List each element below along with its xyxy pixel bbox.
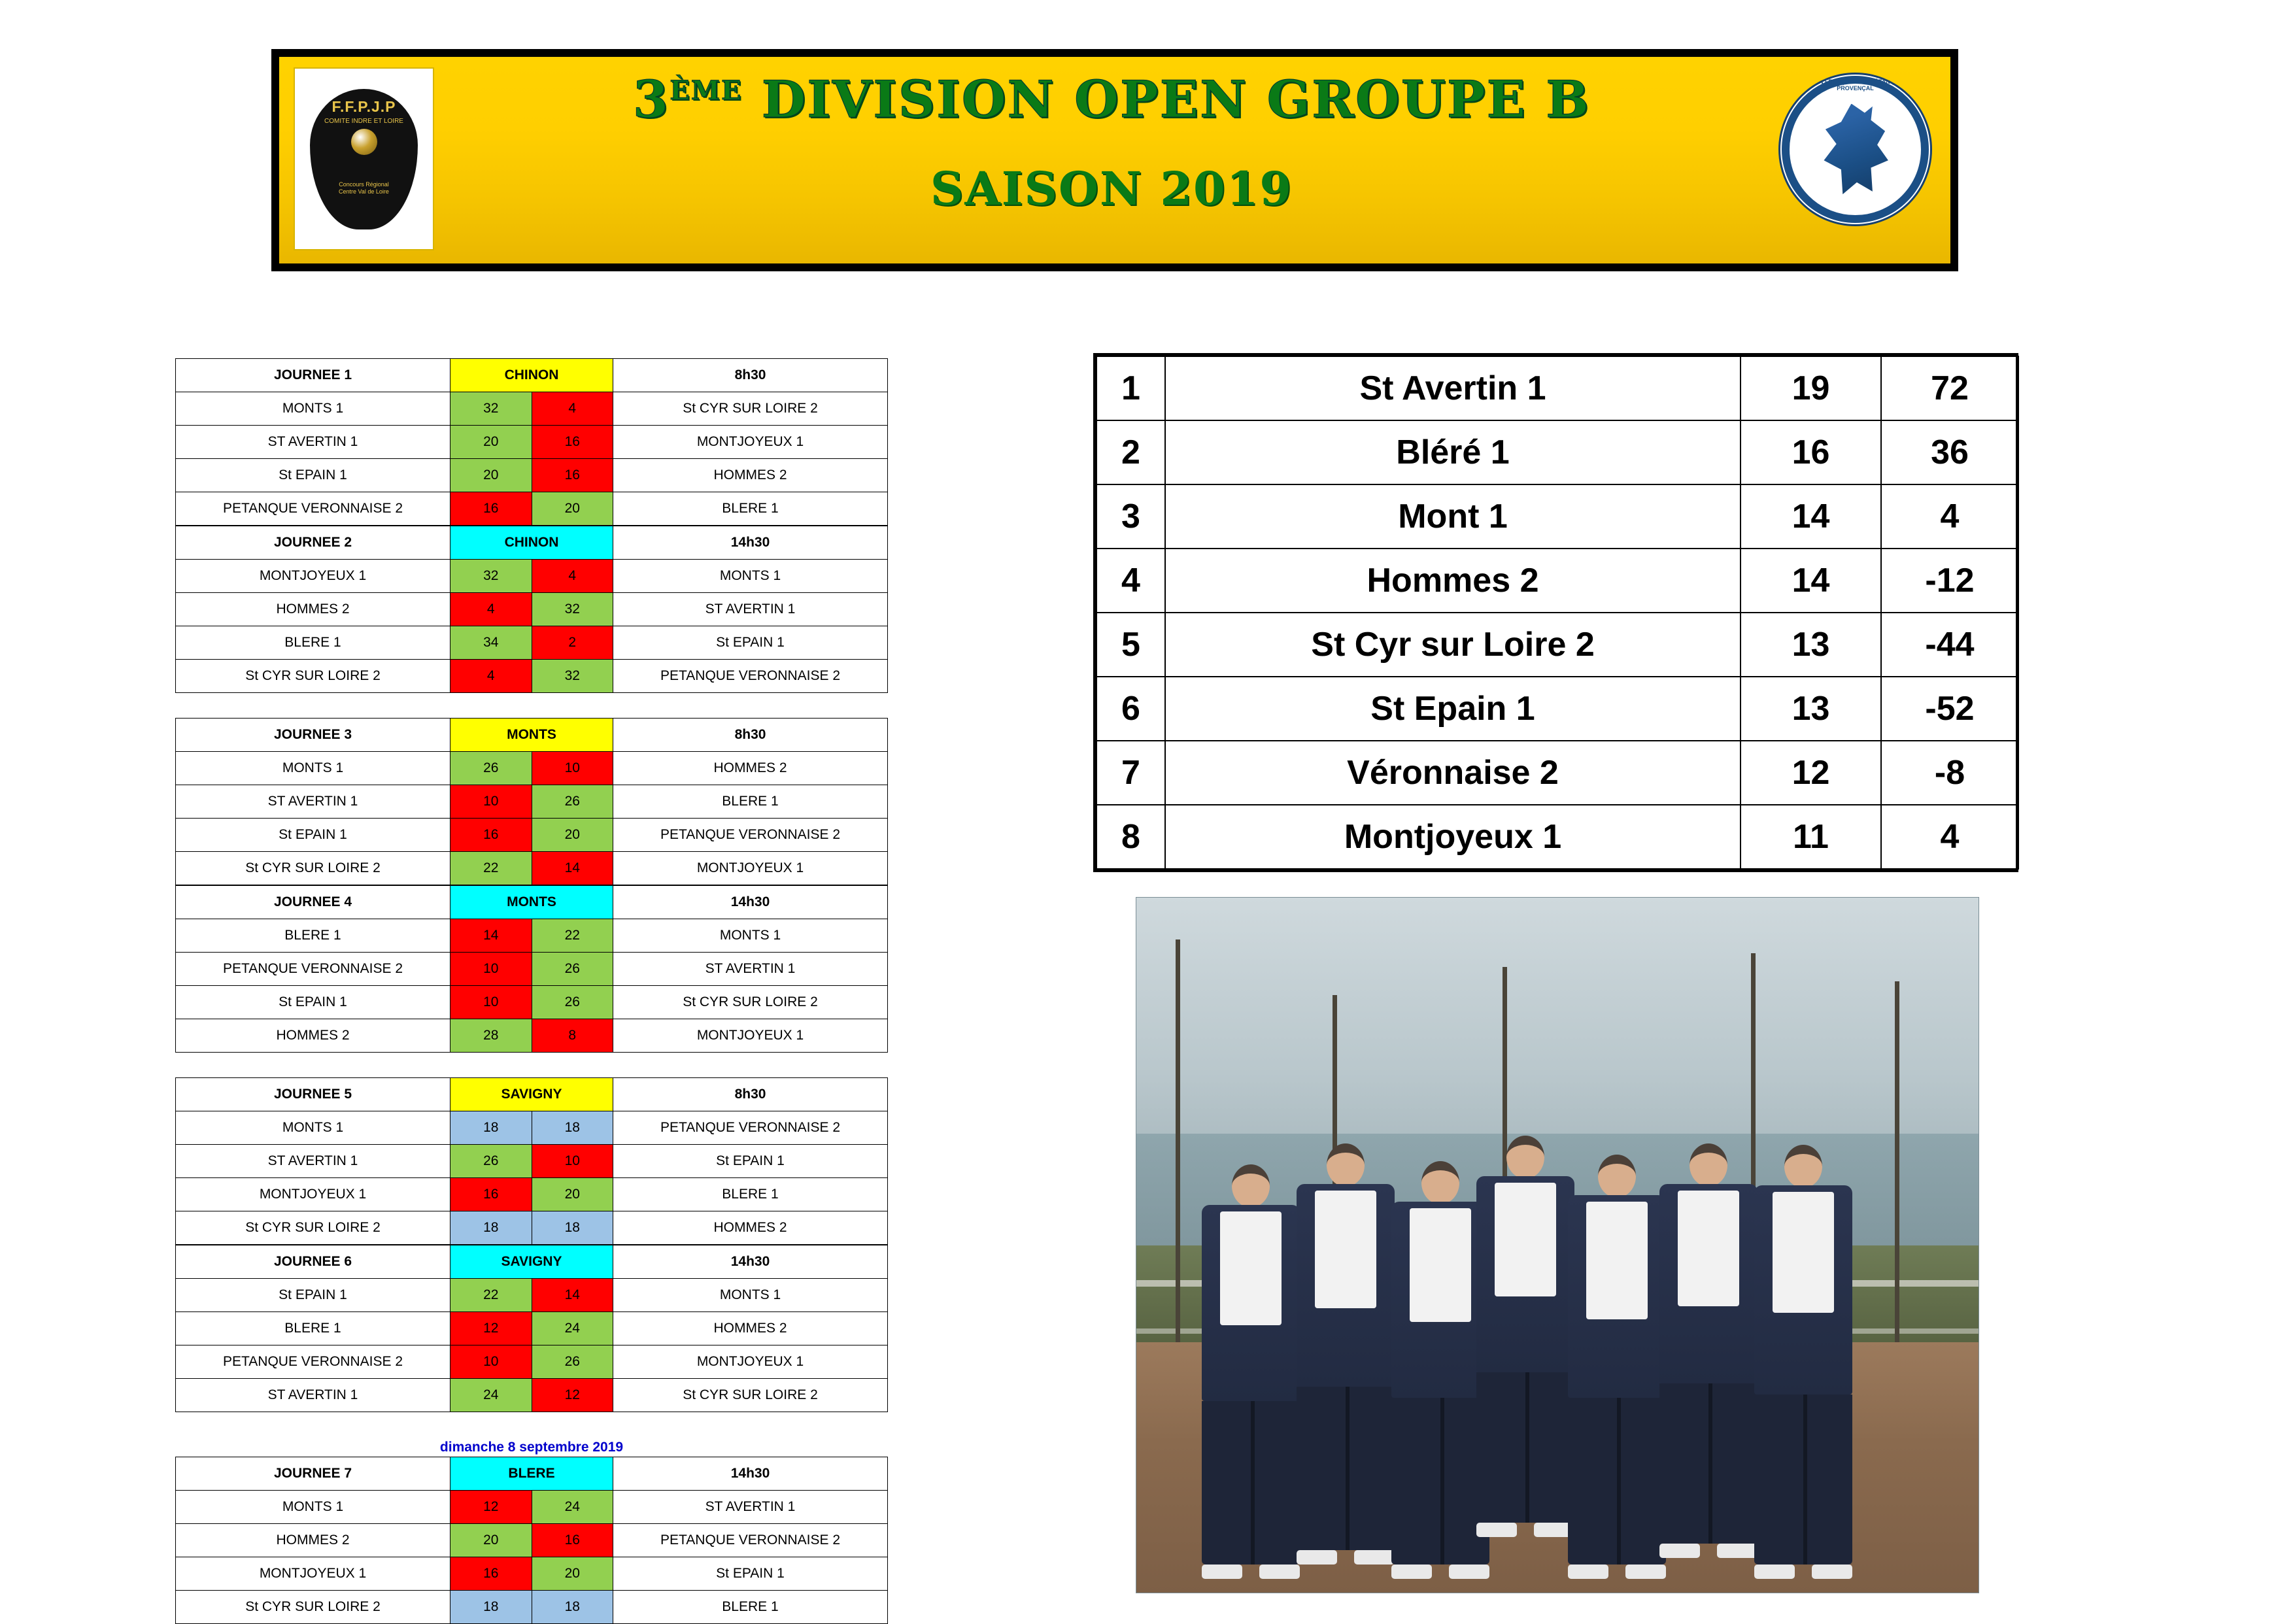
away-score: 32 [532, 593, 613, 626]
standings-goal-difference: 4 [1881, 805, 2018, 869]
standings-row [1096, 805, 2018, 869]
schedule-header-row [176, 1457, 888, 1491]
home-team: ST AVERTIN 1 [176, 426, 450, 459]
standings-team: St Cyr sur Loire 2 [1165, 613, 1741, 677]
away-team: MONTJOYEUX 1 [613, 1345, 888, 1379]
away-score: 14 [532, 1279, 613, 1312]
home-team: BLERE 1 [176, 919, 450, 953]
home-score: 32 [450, 560, 532, 593]
home-team: HOMMES 2 [176, 1019, 450, 1053]
home-team: MONTS 1 [176, 1111, 450, 1145]
time-label: 8h30 [613, 359, 888, 392]
match-row [176, 819, 888, 852]
standings-points: 14 [1741, 549, 1881, 613]
photo-person [1202, 1164, 1300, 1579]
away-score: 4 [532, 392, 613, 426]
home-score: 20 [450, 1524, 532, 1557]
schedule-table [175, 1245, 888, 1412]
home-score: 12 [450, 1491, 532, 1524]
standings-goal-difference: -44 [1881, 613, 2018, 677]
home-team: PETANQUE VERONNAISE 2 [176, 953, 450, 986]
away-score: 16 [532, 459, 613, 492]
schedule-table [175, 718, 888, 885]
away-team: MONTJOYEUX 1 [613, 1019, 888, 1053]
match-row [176, 1524, 888, 1557]
schedule-header-row [176, 359, 888, 392]
away-score: 14 [532, 852, 613, 885]
match-row [176, 392, 888, 426]
banner-inner [278, 56, 1952, 265]
venue-label: CHINON [450, 526, 613, 560]
home-score: 22 [450, 1279, 532, 1312]
home-team: St EPAIN 1 [176, 1279, 450, 1312]
photo-person [1391, 1161, 1489, 1579]
away-team: MONTS 1 [613, 919, 888, 953]
home-team: MONTS 1 [176, 1491, 450, 1524]
home-score: 20 [450, 459, 532, 492]
federation-logo [1778, 73, 1932, 226]
time-label: 14h30 [613, 1245, 888, 1279]
schedule-header-row [176, 886, 888, 919]
standings-team: Bléré 1 [1165, 420, 1741, 484]
home-score: 16 [450, 492, 532, 526]
away-score: 10 [532, 1145, 613, 1178]
venue-label: MONTS [450, 886, 613, 919]
schedule-table [175, 358, 888, 526]
match-row [176, 986, 888, 1019]
ffpjp-committee-logo [294, 67, 434, 250]
schedule-table [175, 1077, 888, 1245]
home-score: 24 [450, 1379, 532, 1412]
page-title-sup: ÈME [670, 75, 743, 106]
ffpjp-badge [310, 89, 418, 229]
ffpjp-badge-sub: COMITE INDRE ET LOIRE [324, 117, 403, 125]
home-score: 20 [450, 426, 532, 459]
match-row [176, 1279, 888, 1312]
home-score: 16 [450, 819, 532, 852]
time-label: 14h30 [613, 886, 888, 919]
schedule-header-row [176, 1078, 888, 1111]
away-score: 4 [532, 560, 613, 593]
journee-label: JOURNEE 4 [176, 886, 450, 919]
home-team: St EPAIN 1 [176, 459, 450, 492]
home-team: St CYR SUR LOIRE 2 [176, 852, 450, 885]
photo-person [1476, 1136, 1574, 1537]
away-team: PETANQUE VERONNAISE 2 [613, 660, 888, 693]
match-row [176, 626, 888, 660]
home-team: MONTS 1 [176, 392, 450, 426]
home-team: St CYR SUR LOIRE 2 [176, 660, 450, 693]
home-team: St EPAIN 1 [176, 986, 450, 1019]
petanque-ball-icon [351, 129, 377, 155]
match-row [176, 1345, 888, 1379]
standings-row [1096, 420, 2018, 484]
standings-points: 11 [1741, 805, 1881, 869]
away-score: 26 [532, 785, 613, 819]
away-team: BLERE 1 [613, 492, 888, 526]
away-score: 16 [532, 1524, 613, 1557]
away-score: 26 [532, 953, 613, 986]
schedule-section [175, 358, 888, 1624]
away-score: 2 [532, 626, 613, 660]
away-team: MONTJOYEUX 1 [613, 852, 888, 885]
venue-label: MONTS [450, 719, 613, 752]
home-team: MONTJOYEUX 1 [176, 560, 450, 593]
schedule-gap [175, 1053, 888, 1077]
match-row [176, 1491, 888, 1524]
away-score: 32 [532, 660, 613, 693]
away-score: 8 [532, 1019, 613, 1053]
home-score: 4 [450, 593, 532, 626]
standings-goal-difference: 72 [1881, 356, 2018, 420]
home-score: 4 [450, 660, 532, 693]
match-row [176, 459, 888, 492]
away-score: 24 [532, 1312, 613, 1345]
home-score: 26 [450, 1145, 532, 1178]
home-score: 10 [450, 986, 532, 1019]
home-score: 34 [450, 626, 532, 660]
schedule-header-row [176, 526, 888, 560]
match-row [176, 1591, 888, 1624]
away-team: St CYR SUR LOIRE 2 [613, 392, 888, 426]
home-team: St EPAIN 1 [176, 819, 450, 852]
standings-team: Montjoyeux 1 [1165, 805, 1741, 869]
match-row [176, 1312, 888, 1345]
home-score: 22 [450, 852, 532, 885]
home-team: HOMMES 2 [176, 593, 450, 626]
away-team: ST AVERTIN 1 [613, 1491, 888, 1524]
schedule-table [175, 1457, 888, 1624]
home-score: 26 [450, 752, 532, 785]
match-row [176, 1379, 888, 1412]
time-label: 14h30 [613, 526, 888, 560]
match-row [176, 560, 888, 593]
photo-person [1754, 1145, 1852, 1579]
standings-section [1093, 353, 2018, 872]
home-team: HOMMES 2 [176, 1524, 450, 1557]
away-team: HOMMES 2 [613, 752, 888, 785]
standings-position: 8 [1096, 805, 1165, 869]
home-team: PETANQUE VERONNAISE 2 [176, 1345, 450, 1379]
standings-goal-difference: 4 [1881, 484, 2018, 549]
time-label: 14h30 [613, 1457, 888, 1491]
standings-position: 5 [1096, 613, 1165, 677]
standings-team: St Avertin 1 [1165, 356, 1741, 420]
away-score: 20 [532, 492, 613, 526]
standings-table [1096, 356, 2019, 870]
match-row [176, 660, 888, 693]
team-photo [1136, 897, 1979, 1593]
match-row [176, 492, 888, 526]
page-subtitle: SAISON 2019 [930, 161, 1293, 216]
standings-position: 7 [1096, 741, 1165, 805]
schedule-header-row [176, 719, 888, 752]
photo-person [1568, 1155, 1666, 1579]
page-title [449, 70, 1774, 129]
away-score: 18 [532, 1211, 613, 1245]
standings-position: 4 [1096, 549, 1165, 613]
home-score: 28 [450, 1019, 532, 1053]
away-team: St CYR SUR LOIRE 2 [613, 1379, 888, 1412]
match-row [176, 852, 888, 885]
home-score: 32 [450, 392, 532, 426]
journee-label: JOURNEE 2 [176, 526, 450, 560]
venue-label: SAVIGNY [450, 1078, 613, 1111]
home-team: PETANQUE VERONNAISE 2 [176, 492, 450, 526]
match-row [176, 1178, 888, 1211]
away-team: PETANQUE VERONNAISE 2 [613, 819, 888, 852]
standings-row [1096, 741, 2018, 805]
venue-label: BLERE [450, 1457, 613, 1491]
home-score: 14 [450, 919, 532, 953]
page-title-number: 3 [632, 70, 670, 129]
standings-points: 16 [1741, 420, 1881, 484]
journee-label: JOURNEE 6 [176, 1245, 450, 1279]
journee-label: JOURNEE 3 [176, 719, 450, 752]
ffpjp-badge-line4: Centre Val de Loire [339, 188, 389, 195]
away-team: PETANQUE VERONNAISE 2 [613, 1524, 888, 1557]
home-score: 18 [450, 1591, 532, 1624]
match-row [176, 752, 888, 785]
home-team: St CYR SUR LOIRE 2 [176, 1211, 450, 1245]
schedule-header-row [176, 1245, 888, 1279]
away-team: MONTS 1 [613, 560, 888, 593]
schedule-table [175, 526, 888, 693]
home-score: 10 [450, 785, 532, 819]
standings-points: 14 [1741, 484, 1881, 549]
journee-label: JOURNEE 1 [176, 359, 450, 392]
home-team: BLERE 1 [176, 626, 450, 660]
away-score: 22 [532, 919, 613, 953]
away-team: BLERE 1 [613, 1591, 888, 1624]
standings-goal-difference: -52 [1881, 677, 2018, 741]
schedule-note: dimanche 8 septembre 2019 [439, 1440, 624, 1455]
match-row [176, 785, 888, 819]
standings-position: 3 [1096, 484, 1165, 549]
standings-row [1096, 677, 2018, 741]
match-row [176, 919, 888, 953]
away-score: 24 [532, 1491, 613, 1524]
away-score: 20 [532, 819, 613, 852]
standings-points: 19 [1741, 356, 1881, 420]
photo-tree [1176, 939, 1180, 1343]
match-row [176, 426, 888, 459]
away-team: BLERE 1 [613, 785, 888, 819]
home-team: MONTJOYEUX 1 [176, 1557, 450, 1591]
page-title-rest: DIVISION OPEN GROUPE B [742, 70, 1591, 129]
schedule-gap [175, 1412, 888, 1437]
journee-label: JOURNEE 5 [176, 1078, 450, 1111]
match-row [176, 1019, 888, 1053]
home-score: 16 [450, 1557, 532, 1591]
match-row [176, 1557, 888, 1591]
away-team: PETANQUE VERONNAISE 2 [613, 1111, 888, 1145]
standings-row [1096, 484, 2018, 549]
standings-goal-difference: 36 [1881, 420, 2018, 484]
journee-label: JOURNEE 7 [176, 1457, 450, 1491]
standings-team: St Epain 1 [1165, 677, 1741, 741]
home-team: ST AVERTIN 1 [176, 785, 450, 819]
photo-person [1297, 1143, 1395, 1565]
away-score: 10 [532, 752, 613, 785]
away-score: 18 [532, 1591, 613, 1624]
home-team: ST AVERTIN 1 [176, 1379, 450, 1412]
home-team: St CYR SUR LOIRE 2 [176, 1591, 450, 1624]
ffpjp-badge-line3: Concours Régional [339, 181, 389, 188]
standings-team: Hommes 2 [1165, 549, 1741, 613]
home-team: MONTS 1 [176, 752, 450, 785]
standings-position: 6 [1096, 677, 1165, 741]
venue-label: SAVIGNY [450, 1245, 613, 1279]
home-score: 10 [450, 953, 532, 986]
standings-row [1096, 613, 2018, 677]
standings-points: 12 [1741, 741, 1881, 805]
match-row [176, 593, 888, 626]
standings-points: 13 [1741, 677, 1881, 741]
match-row [176, 953, 888, 986]
away-team: MONTS 1 [613, 1279, 888, 1312]
home-score: 16 [450, 1178, 532, 1211]
time-label: 8h30 [613, 1078, 888, 1111]
away-team: MONTJOYEUX 1 [613, 426, 888, 459]
away-score: 16 [532, 426, 613, 459]
photo-person [1659, 1143, 1758, 1558]
away-team: HOMMES 2 [613, 1312, 888, 1345]
away-team: St EPAIN 1 [613, 626, 888, 660]
home-score: 18 [450, 1111, 532, 1145]
photo-tree [1895, 981, 1899, 1343]
away-team: St EPAIN 1 [613, 1145, 888, 1178]
standings-position: 1 [1096, 356, 1165, 420]
standings-goal-difference: -8 [1881, 741, 2018, 805]
standings-team: Véronnaise 2 [1165, 741, 1741, 805]
venue-label: CHINON [450, 359, 613, 392]
home-team: BLERE 1 [176, 1312, 450, 1345]
away-score: 26 [532, 986, 613, 1019]
away-team: BLERE 1 [613, 1178, 888, 1211]
standings-points: 13 [1741, 613, 1881, 677]
away-score: 12 [532, 1379, 613, 1412]
match-row [176, 1111, 888, 1145]
home-score: 10 [450, 1345, 532, 1379]
match-row [176, 1211, 888, 1245]
away-team: ST AVERTIN 1 [613, 593, 888, 626]
away-team: St EPAIN 1 [613, 1557, 888, 1591]
schedule-table [175, 885, 888, 1053]
schedule-gap [175, 693, 888, 718]
ffpjp-badge-title: F.F.P.J.P [331, 97, 396, 115]
away-score: 26 [532, 1345, 613, 1379]
standings-team: Mont 1 [1165, 484, 1741, 549]
time-label: 8h30 [613, 719, 888, 752]
away-team: HOMMES 2 [613, 1211, 888, 1245]
home-score: 18 [450, 1211, 532, 1245]
away-score: 20 [532, 1178, 613, 1211]
away-team: ST AVERTIN 1 [613, 953, 888, 986]
away-score: 20 [532, 1557, 613, 1591]
away-score: 18 [532, 1111, 613, 1145]
header-banner [271, 49, 1958, 271]
standings-position: 2 [1096, 420, 1165, 484]
home-team: MONTJOYEUX 1 [176, 1178, 450, 1211]
away-team: HOMMES 2 [613, 459, 888, 492]
standings-goal-difference: -12 [1881, 549, 2018, 613]
away-team: St CYR SUR LOIRE 2 [613, 986, 888, 1019]
federation-logo-text: FÉDÉRATION FRANÇAISE DE PÉTANQUE ET JEU PROVENÇAL [1785, 78, 1926, 92]
home-score: 12 [450, 1312, 532, 1345]
standings-row [1096, 356, 2018, 420]
match-row [176, 1145, 888, 1178]
home-team: ST AVERTIN 1 [176, 1145, 450, 1178]
standings-row [1096, 549, 2018, 613]
